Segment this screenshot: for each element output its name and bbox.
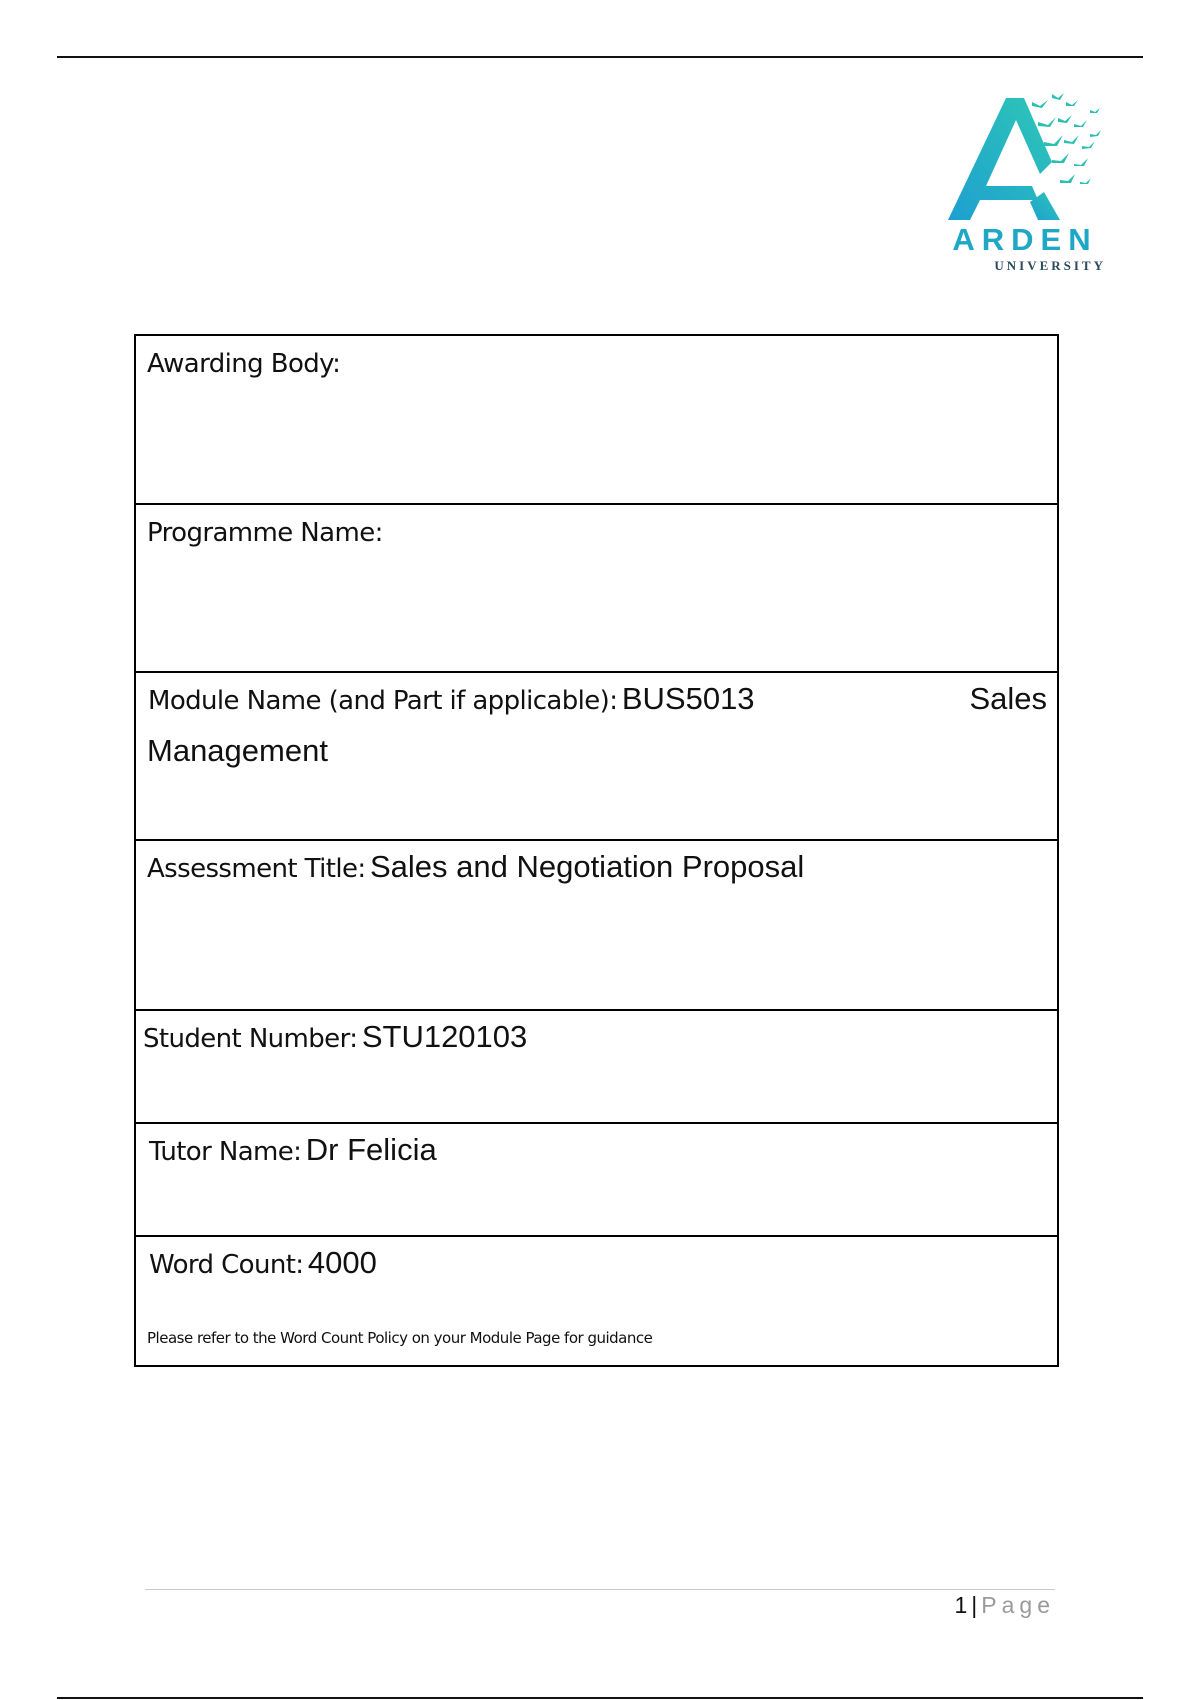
bottom-rule xyxy=(57,1697,1143,1699)
module-name-value-sales: Sales xyxy=(969,681,1047,716)
page-separator: | xyxy=(971,1592,978,1618)
module-code-value: BUS5013 xyxy=(621,681,755,716)
awarding-body-row xyxy=(136,336,1057,505)
awarding-body-label: Awarding Body: xyxy=(147,349,341,379)
page-number: 1 xyxy=(954,1592,968,1618)
word-count-policy-note: Please refer to the Word Count Policy on your Module Page for guidance xyxy=(147,1329,653,1347)
student-number-label: Student Number: xyxy=(143,1024,358,1054)
page-label: Page xyxy=(981,1592,1055,1618)
word-count-row xyxy=(136,1237,1057,1365)
cover-sheet-table xyxy=(134,334,1059,1367)
arden-a-bird-icon xyxy=(940,88,1110,223)
assessment-title-label: Assessment Title: xyxy=(147,854,366,884)
tutor-name-row xyxy=(136,1124,1057,1237)
assessment-title-value: Sales and Negotiation Proposal xyxy=(369,849,805,884)
top-rule xyxy=(57,56,1143,58)
arden-university-logo xyxy=(940,88,1110,273)
logo-wordmark: ARDEN xyxy=(952,222,1098,257)
word-count-label: Word Count: xyxy=(149,1250,304,1280)
programme-name-label: Programme Name: xyxy=(147,518,383,548)
page-footer xyxy=(955,1592,1056,1619)
module-name-value-management: Management xyxy=(147,733,328,768)
module-name-label: Module Name (and Part if applicable): xyxy=(148,686,618,716)
footer-rule xyxy=(145,1589,1055,1590)
tutor-name-value: Dr Felicia xyxy=(305,1132,437,1167)
word-count-value: 4000 xyxy=(307,1245,377,1280)
assessment-title-row xyxy=(136,841,1057,1011)
logo-subtitle: UNIVERSITY xyxy=(994,258,1106,273)
module-name-row xyxy=(136,673,1057,841)
student-number-row xyxy=(136,1011,1057,1124)
tutor-name-label: Tutor Name: xyxy=(149,1137,302,1167)
programme-name-row xyxy=(136,505,1057,673)
student-number-value: STU120103 xyxy=(361,1019,528,1054)
